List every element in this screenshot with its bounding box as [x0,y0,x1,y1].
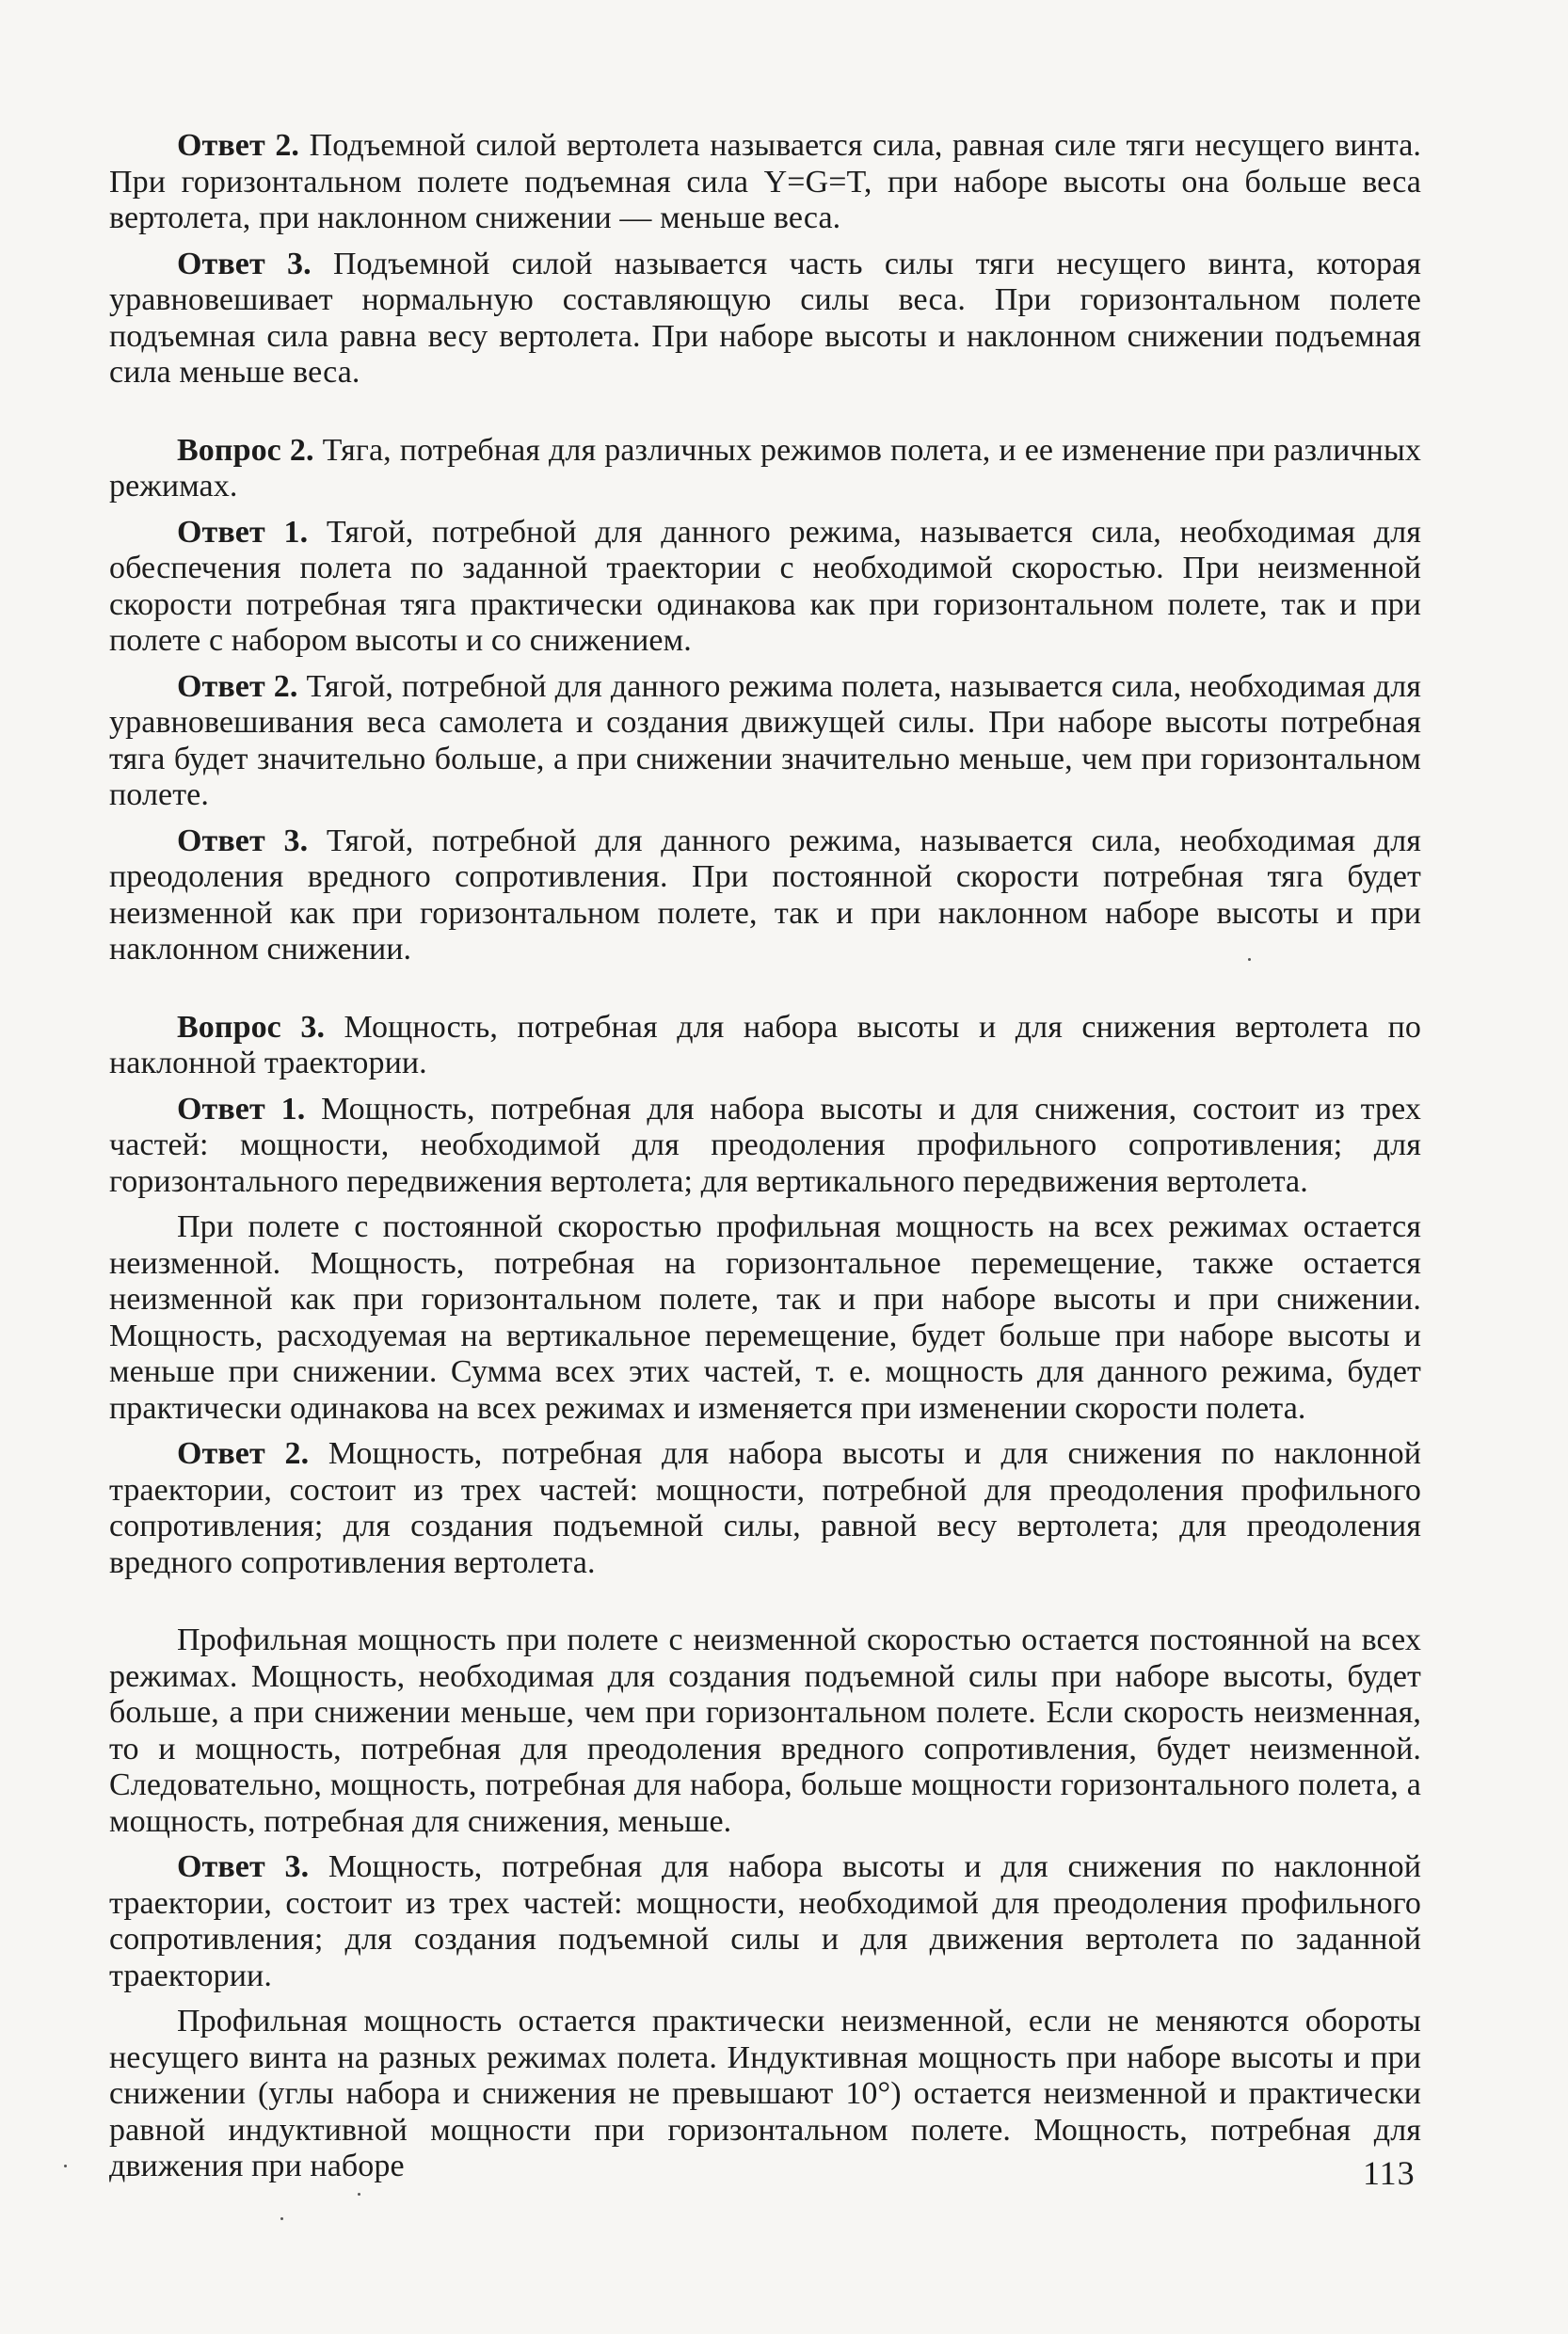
paragraph-text: Подъемной силой вертолета называется сила, равная силе тяги несущего винта. При горизонтальном полете подъемная сила Y=G=T, при наборе высоты она больше веса вертолета, при наклонном снижении — меньше веса. [109,128,1421,235]
paragraph-text: Профильная мощность остается практически неизменной, если не меняются обороты несущего винта на разных режимах полета. Индуктивная мощность при наборе высоты и при снижении (углы набора и снижения не превышают 10°) остается неизменной и практически равной индуктивной мощности при горизонтальном полете. Мощность, потребная для движения при наборе [109,2004,1421,2183]
paragraph-text: Тягой, потребной для данного режима, называется сила, необходимая для обеспечения полета по заданной траектории с необходимой скоростью. При неизменной скорости потребная тяга практически одинакова как при горизонтальном полете, так и при полете с набором высоты и со снижением. [109,514,1421,658]
page-number: 113 [1363,2154,1416,2192]
print-speck [1248,958,1251,961]
answer-label: Ответ 1. [177,514,309,550]
paragraph-text: Тягой, потребной для данного режима полета, называется сила, необходимая для уравновешивания веса самолета и создания движущей силы. При наборе высоты потребная тяга будет значительно больше, а при снижении значительно меньше, чем при горизонтальном полете. [109,668,1421,812]
paragraph-text: При полете с постоянной скоростью профильная мощность на всех режимах остается неизменной. Мощность, потребная на горизонтальное перемещение, также остается неизменной как при горизонтальном полете, так и при наборе высоты и при снижении. Мощность, расходуемая на вертикальное перемещение, будет больше при наборе высоты и меньше при снижении. Сумма всех этих частей, т. е. мощность для данного режима, будет практически одинакова на всех режимах и изменяется при изменении скорости полета. [109,1209,1421,1426]
answer-3-power [109,1849,1421,1994]
paragraph-text: Мощность, потребная для набора высоты и для снижения, состоит из трех частей: мощности, необходимой для преодоления профильного сопротивления; для горизонтального передвижения вертолета; для вертикального передвижения вертолета. [109,1091,1422,1199]
paragraph-text: Тягой, потребной для данного режима, называется сила, необходимая для преодоления вредного сопротивления. При постоянной скорости потребная тяга будет неизменной как при горизонтальном полете, так и при наклонном наборе высоты и при наклонном снижении. [109,823,1421,967]
question-3 [109,1010,1421,1082]
print-speck [64,2165,67,2167]
answer-2-power [109,1436,1421,1581]
answer-1-power-continuation [109,1209,1421,1427]
answer-2-power-continuation [109,1623,1421,1840]
answer-label: Ответ 2. [177,128,300,163]
paragraph-text: Мощность, потребная для набора высоты и для снижения вертолета по наклонной траектории. [109,1009,1422,1080]
answer-label: Ответ 2. [177,1436,310,1471]
answer-label: Ответ 3. [177,1849,310,1884]
answer-2-lift-force [109,128,1421,237]
answer-1-power [109,1092,1421,1201]
answer-label: Ответ 3. [177,823,309,858]
paragraph-text: Подъемной силой называется часть силы тяги несущего винта, которая уравновешивает нормальную составляющую силы веса. При горизонтальном полете подъемная сила равна весу вертолета. При наборе высоты и наклонном снижении подъемная сила меньше веса. [109,246,1421,390]
answer-1-thrust [109,515,1421,660]
paragraph-text: Профильная мощность при полете с неизменной скоростью остается постоянной на всех режимах. Мощность, необходимая для создания подъемной силы при наборе высоты, будет больше, а при снижении меньше, чем при горизонтальном полете. Если скорость неизменная, то и мощность, потребная для преодоления вредного сопротивления, будет неизменной. Следовательно, мощность, потребная для набора, больше мощности горизонтального полета, а мощность, потребная для снижения, меньше. [109,1623,1421,1839]
question-2 [109,433,1421,505]
answer-label: Ответ 3. [177,246,312,281]
page-body [109,128,1421,2185]
answer-3-lift-force [109,247,1421,392]
answer-label: Ответ 1. [177,1091,306,1127]
answer-label: Ответ 2. [177,668,298,704]
print-speck [280,2217,283,2220]
answer-3-thrust [109,823,1421,968]
paragraph-text: Тяга, потребная для различных режимов полета, и ее изменение при различных режимах. [109,432,1421,504]
paragraph-text: Мощность, потребная для набора высоты и для снижения по наклонной траектории, состоит из трех частей: мощности, потребной для преодоления профильного сопротивления; для создания подъемной силы, равной весу вертолета; для преодоления вредного сопротивления вертолета. [109,1436,1421,1580]
question-label: Вопрос 3. [177,1009,326,1045]
answer-3-power-continuation [109,2004,1421,2185]
print-speck [358,2193,360,2196]
paragraph-text: Мощность, потребная для набора высоты и для снижения по наклонной траектории, состоит из трех частей: мощности, необходимой для преодоления профильного сопротивления; для создания подъемной силы и для движения вертолета по заданной траектории. [109,1849,1421,1993]
question-label: Вопрос 2. [177,432,314,468]
answer-2-thrust [109,669,1421,814]
